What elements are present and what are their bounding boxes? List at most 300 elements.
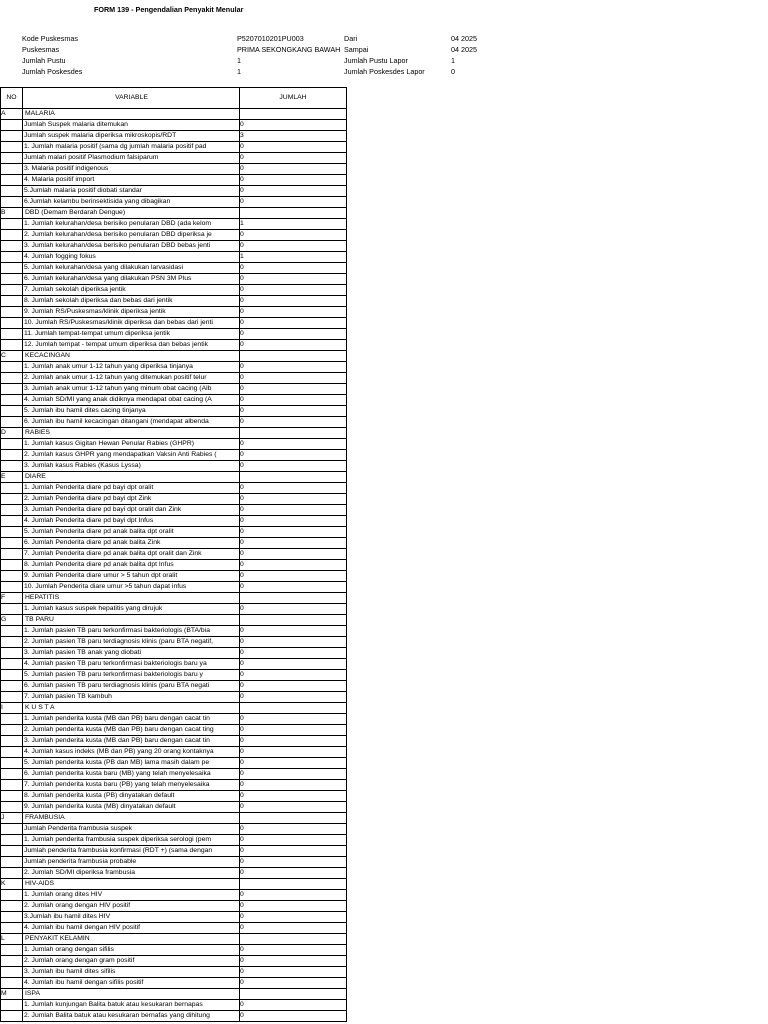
section-code: L bbox=[1, 934, 23, 945]
section-value-cell bbox=[240, 879, 347, 890]
table-row bbox=[1, 164, 347, 175]
row-variable: 4. Jumlah SD/MI yang anak didiknya mendapat obat cacing (A bbox=[23, 395, 240, 406]
row-jumlah: 0 bbox=[240, 637, 347, 648]
table-header-row bbox=[1, 88, 347, 109]
row-variable: 2. Jumlah orang dengan HIV positif bbox=[23, 901, 240, 912]
row-jumlah: 0 bbox=[240, 802, 347, 813]
table-row bbox=[1, 373, 347, 384]
section-title: FRAMBUSIA bbox=[23, 813, 240, 824]
table-row bbox=[1, 219, 347, 230]
table-row bbox=[1, 890, 347, 901]
jumlah-poskesdes-lapor-value: 0 bbox=[451, 67, 455, 76]
kode-puskesmas-value: P5207010201PU003 bbox=[237, 34, 304, 43]
table-row bbox=[1, 923, 347, 934]
table-row bbox=[1, 494, 347, 505]
section-code: B bbox=[1, 208, 23, 219]
row-no-cell bbox=[1, 626, 23, 637]
row-no-cell bbox=[1, 230, 23, 241]
section-row bbox=[1, 703, 347, 714]
row-no-cell bbox=[1, 868, 23, 879]
table-row bbox=[1, 362, 347, 373]
row-no-cell bbox=[1, 285, 23, 296]
row-jumlah: 0 bbox=[240, 780, 347, 791]
puskesmas-value: PRIMA SEKONGKANG BAWAH bbox=[237, 45, 341, 54]
row-no-cell bbox=[1, 637, 23, 648]
row-jumlah: 3 bbox=[240, 131, 347, 142]
table-row bbox=[1, 967, 347, 978]
table-row bbox=[1, 505, 347, 516]
row-variable: 4. Jumlah ibu hamil dengan HIV positif bbox=[23, 923, 240, 934]
section-title: ISPA bbox=[23, 989, 240, 1000]
row-no-cell bbox=[1, 967, 23, 978]
section-row bbox=[1, 934, 347, 945]
row-variable: 2. Jumlah kasus GHPR yang mendapatkan Vaksin Anti Rabies ( bbox=[23, 450, 240, 461]
row-no-cell bbox=[1, 505, 23, 516]
row-jumlah: 0 bbox=[240, 538, 347, 549]
section-code: F bbox=[1, 593, 23, 604]
table-row bbox=[1, 131, 347, 142]
row-no-cell bbox=[1, 802, 23, 813]
row-jumlah: 0 bbox=[240, 978, 347, 989]
row-no-cell bbox=[1, 197, 23, 208]
table-row bbox=[1, 659, 347, 670]
table-row bbox=[1, 263, 347, 274]
row-variable: 3. Jumlah ibu hamil dites sifilis bbox=[23, 967, 240, 978]
section-code: E bbox=[1, 472, 23, 483]
row-no-cell bbox=[1, 494, 23, 505]
row-variable: 2. Jumlah kelurahan/desa berisiko penularan DBD diperiksa je bbox=[23, 230, 240, 241]
section-value-cell bbox=[240, 703, 347, 714]
table-row bbox=[1, 1000, 347, 1011]
table-row bbox=[1, 769, 347, 780]
row-no-cell bbox=[1, 747, 23, 758]
row-jumlah: 0 bbox=[240, 571, 347, 582]
row-variable: 2. Jumlah SD/MI diperiksa frambusia bbox=[23, 868, 240, 879]
row-variable: 4. Malaria positif import bbox=[23, 175, 240, 186]
row-no-cell bbox=[1, 274, 23, 285]
section-value-cell bbox=[240, 472, 347, 483]
jumlah-poskesdes-value: 1 bbox=[237, 67, 241, 76]
row-jumlah: 0 bbox=[240, 505, 347, 516]
row-no-cell bbox=[1, 516, 23, 527]
section-value-cell bbox=[240, 934, 347, 945]
row-no-cell bbox=[1, 736, 23, 747]
section-value-cell bbox=[240, 593, 347, 604]
row-jumlah: 0 bbox=[240, 857, 347, 868]
row-variable: 4. Jumlah Penderita diare pd bayi dpt Infus bbox=[23, 516, 240, 527]
section-title: TB PARU bbox=[23, 615, 240, 626]
row-variable: 5. Jumlah pasien TB paru terkonfirmasi bakteriologis baru y bbox=[23, 670, 240, 681]
row-jumlah: 0 bbox=[240, 516, 347, 527]
row-no-cell bbox=[1, 1011, 23, 1022]
row-variable: 1. Jumlah malaria positif (sama dg jumlah malaria positif pad bbox=[23, 142, 240, 153]
row-variable: 7. Jumlah pasien TB kambuh bbox=[23, 692, 240, 703]
row-no-cell bbox=[1, 252, 23, 263]
row-no-cell bbox=[1, 912, 23, 923]
table-row bbox=[1, 439, 347, 450]
jumlah-poskesdes-lapor-label: Jumlah Poskesdes Lapor bbox=[344, 67, 425, 76]
row-no-cell bbox=[1, 131, 23, 142]
row-no-cell bbox=[1, 857, 23, 868]
row-variable: 3. Malaria positif indigenous bbox=[23, 164, 240, 175]
row-no-cell bbox=[1, 901, 23, 912]
row-no-cell bbox=[1, 670, 23, 681]
indicator-table-body bbox=[1, 88, 347, 1022]
row-no-cell bbox=[1, 219, 23, 230]
row-no-cell bbox=[1, 945, 23, 956]
row-jumlah: 0 bbox=[240, 142, 347, 153]
row-variable: Jumlah penderita frambusia konfirmasi (RDT +) (sama dengan bbox=[23, 846, 240, 857]
table-row bbox=[1, 483, 347, 494]
row-jumlah: 0 bbox=[240, 626, 347, 637]
row-variable: 6. Jumlah kelurahan/desa yang dilakukan PSN 3M Plus bbox=[23, 274, 240, 285]
row-variable: 9. Jumlah Penderita diare umur > 5 tahun dpt oralit bbox=[23, 571, 240, 582]
row-variable: 3. Jumlah Penderita diare pd bayi dpt oralit dan Zink bbox=[23, 505, 240, 516]
row-jumlah: 0 bbox=[240, 747, 347, 758]
row-no-cell bbox=[1, 560, 23, 571]
table-row bbox=[1, 153, 347, 164]
section-title: DBD (Demam Berdarah Dengue) bbox=[23, 208, 240, 219]
row-jumlah: 0 bbox=[240, 549, 347, 560]
section-code: G bbox=[1, 615, 23, 626]
table-row bbox=[1, 604, 347, 615]
row-jumlah: 1 bbox=[240, 252, 347, 263]
row-jumlah: 0 bbox=[240, 263, 347, 274]
table-row bbox=[1, 1011, 347, 1022]
row-jumlah: 0 bbox=[240, 329, 347, 340]
row-variable: 1. Jumlah penderita kusta (MB dan PB) baru dengan cacat tin bbox=[23, 714, 240, 725]
jumlah-pustu-label: Jumlah Pustu bbox=[22, 56, 66, 65]
row-jumlah: 0 bbox=[240, 417, 347, 428]
row-variable: 3. Jumlah kasus Rabies (Kasus Lyssa) bbox=[23, 461, 240, 472]
table-row bbox=[1, 549, 347, 560]
section-row bbox=[1, 208, 347, 219]
row-jumlah: 0 bbox=[240, 901, 347, 912]
row-no-cell bbox=[1, 263, 23, 274]
table-row bbox=[1, 868, 347, 879]
row-jumlah: 0 bbox=[240, 582, 347, 593]
row-jumlah: 0 bbox=[240, 494, 347, 505]
row-jumlah: 0 bbox=[240, 164, 347, 175]
row-jumlah: 0 bbox=[240, 835, 347, 846]
table-row bbox=[1, 670, 347, 681]
row-no-cell bbox=[1, 1000, 23, 1011]
section-row bbox=[1, 472, 347, 483]
table-row bbox=[1, 230, 347, 241]
table-row bbox=[1, 901, 347, 912]
table-row bbox=[1, 406, 347, 417]
table-row bbox=[1, 582, 347, 593]
table-row bbox=[1, 747, 347, 758]
row-no-cell bbox=[1, 406, 23, 417]
table-row bbox=[1, 956, 347, 967]
row-no-cell bbox=[1, 582, 23, 593]
table-row bbox=[1, 142, 347, 153]
row-variable: 4. Jumlah fogging fokus bbox=[23, 252, 240, 263]
dari-value: 04 2025 bbox=[451, 34, 477, 43]
section-value-cell bbox=[240, 428, 347, 439]
row-jumlah: 0 bbox=[240, 406, 347, 417]
table-row bbox=[1, 758, 347, 769]
table-row bbox=[1, 714, 347, 725]
row-variable: 12. Jumlah tempat - tempat umum diperiksa dan bebas jentik bbox=[23, 340, 240, 351]
row-jumlah: 0 bbox=[240, 175, 347, 186]
row-no-cell bbox=[1, 923, 23, 934]
row-variable: Jumlah penderita frambusia probable bbox=[23, 857, 240, 868]
section-row bbox=[1, 109, 347, 120]
table-row bbox=[1, 857, 347, 868]
table-row bbox=[1, 186, 347, 197]
section-row bbox=[1, 813, 347, 824]
row-jumlah: 0 bbox=[240, 736, 347, 747]
table-row bbox=[1, 197, 347, 208]
table-row bbox=[1, 450, 347, 461]
row-jumlah: 0 bbox=[240, 296, 347, 307]
table-row bbox=[1, 417, 347, 428]
section-row bbox=[1, 351, 347, 362]
row-jumlah: 0 bbox=[240, 791, 347, 802]
row-variable: 3. Jumlah kelurahan/desa berisiko penularan DBD bebas jenti bbox=[23, 241, 240, 252]
table-row bbox=[1, 802, 347, 813]
row-jumlah: 0 bbox=[240, 241, 347, 252]
table-row bbox=[1, 725, 347, 736]
row-variable: 2. Jumlah orang dengan gram positif bbox=[23, 956, 240, 967]
row-no-cell bbox=[1, 549, 23, 560]
sampai-label: Sampai bbox=[344, 45, 369, 54]
table-row bbox=[1, 395, 347, 406]
row-no-cell bbox=[1, 890, 23, 901]
row-variable: 1. Jumlah anak umur 1-12 tahun yang diperiksa tinjanya bbox=[23, 362, 240, 373]
row-no-cell bbox=[1, 956, 23, 967]
row-variable: 6. Jumlah Penderita diare pd anak balita Zink bbox=[23, 538, 240, 549]
table-row bbox=[1, 912, 347, 923]
row-no-cell bbox=[1, 483, 23, 494]
table-row bbox=[1, 340, 347, 351]
row-jumlah: 0 bbox=[240, 450, 347, 461]
table-row bbox=[1, 252, 347, 263]
row-variable: Jumlah suspek malaria diperiksa mikroskopis/RDT bbox=[23, 131, 240, 142]
section-title: MALARIA bbox=[23, 109, 240, 120]
row-no-cell bbox=[1, 439, 23, 450]
row-no-cell bbox=[1, 175, 23, 186]
row-jumlah: 0 bbox=[240, 670, 347, 681]
table-row bbox=[1, 945, 347, 956]
row-variable: 11. Jumlah tempat-tempat umum diperiksa jentik bbox=[23, 329, 240, 340]
row-no-cell bbox=[1, 769, 23, 780]
row-variable: 1. Jumlah kasus Gigitan Hewan Penular Rabies (GHPR) bbox=[23, 439, 240, 450]
row-variable: 7. Jumlah penderita kusta baru (PB) yang telah menyelesaika bbox=[23, 780, 240, 791]
row-jumlah: 0 bbox=[240, 967, 347, 978]
jumlah-pustu-lapor-label: Jumlah Pustu Lapor bbox=[344, 56, 408, 65]
row-jumlah: 0 bbox=[240, 868, 347, 879]
section-code: J bbox=[1, 813, 23, 824]
row-no-cell bbox=[1, 373, 23, 384]
row-jumlah: 0 bbox=[240, 362, 347, 373]
row-variable: 3. Jumlah pasien TB anak yang diobati bbox=[23, 648, 240, 659]
row-no-cell bbox=[1, 142, 23, 153]
row-variable: 7. Jumlah Penderita diare pd anak balita dpt oralit dan Zink bbox=[23, 549, 240, 560]
row-no-cell bbox=[1, 604, 23, 615]
row-no-cell bbox=[1, 527, 23, 538]
row-variable: 2. Jumlah anak umur 1-12 tahun yang ditemukan positif telur bbox=[23, 373, 240, 384]
row-variable: 6.Jumlah kelambu berinsektisida yang dibagikan bbox=[23, 197, 240, 208]
section-code: C bbox=[1, 351, 23, 362]
row-no-cell bbox=[1, 461, 23, 472]
row-no-cell bbox=[1, 186, 23, 197]
table-row bbox=[1, 461, 347, 472]
table-row bbox=[1, 846, 347, 857]
jumlah-poskesdes-label: Jumlah Poskesdes bbox=[22, 67, 83, 76]
row-variable: 6. Jumlah penderita kusta baru (MB) yang telah menyelesaika bbox=[23, 769, 240, 780]
row-variable: 8. Jumlah sekolah diperiksa dan bebas dari jentik bbox=[23, 296, 240, 307]
section-value-cell bbox=[240, 813, 347, 824]
section-code: I bbox=[1, 703, 23, 714]
row-jumlah: 0 bbox=[240, 1011, 347, 1022]
row-no-cell bbox=[1, 329, 23, 340]
header-no: NO bbox=[1, 88, 23, 109]
row-variable: 2. Jumlah pasien TB paru terdiagnosis klinis (paru BTA negatif, bbox=[23, 637, 240, 648]
row-variable: 9. Jumlah penderita kusta (MB) dinyatakan default bbox=[23, 802, 240, 813]
section-title: HIV-AIDS bbox=[23, 879, 240, 890]
row-jumlah: 0 bbox=[240, 681, 347, 692]
row-variable: 2. Jumlah Balita batuk atau kesukaran bernafas yang dihitung bbox=[23, 1011, 240, 1022]
row-jumlah: 0 bbox=[240, 340, 347, 351]
row-variable: 5. Jumlah Penderita diare pd anak balita dpt oralit bbox=[23, 527, 240, 538]
row-jumlah: 0 bbox=[240, 648, 347, 659]
row-jumlah: 0 bbox=[240, 285, 347, 296]
table-row bbox=[1, 175, 347, 186]
row-no-cell bbox=[1, 340, 23, 351]
table-row bbox=[1, 516, 347, 527]
row-jumlah: 0 bbox=[240, 1000, 347, 1011]
row-variable: 6. Jumlah pasien TB paru terdiagnosis klinis (paru BTA negati bbox=[23, 681, 240, 692]
section-title: HEPATITIS bbox=[23, 593, 240, 604]
row-jumlah: 0 bbox=[240, 439, 347, 450]
row-jumlah: 0 bbox=[240, 945, 347, 956]
row-variable: 2. Jumlah penderita kusta (MB dan PB) baru dengan cacat ting bbox=[23, 725, 240, 736]
table-row bbox=[1, 626, 347, 637]
section-title: RABIES bbox=[23, 428, 240, 439]
section-title: DIARE bbox=[23, 472, 240, 483]
row-jumlah: 0 bbox=[240, 560, 347, 571]
row-no-cell bbox=[1, 164, 23, 175]
section-value-cell bbox=[240, 351, 347, 362]
dari-label: Dari bbox=[344, 34, 358, 43]
section-code: D bbox=[1, 428, 23, 439]
row-no-cell bbox=[1, 659, 23, 670]
row-jumlah: 0 bbox=[240, 824, 347, 835]
row-variable: 10. Jumlah RS/Puskesmas/klinik diperiksa dan bebas dari jenti bbox=[23, 318, 240, 329]
row-variable: 10. Jumlah Penderita diare umur >5 tahun dapat infus bbox=[23, 582, 240, 593]
row-variable: 5. Jumlah kelurahan/desa yang dilakukan larvasidasi bbox=[23, 263, 240, 274]
section-row bbox=[1, 879, 347, 890]
row-jumlah: 0 bbox=[240, 153, 347, 164]
table-row bbox=[1, 681, 347, 692]
table-row bbox=[1, 318, 347, 329]
section-row bbox=[1, 428, 347, 439]
row-jumlah: 0 bbox=[240, 769, 347, 780]
row-jumlah: 0 bbox=[240, 120, 347, 131]
table-row bbox=[1, 538, 347, 549]
row-jumlah: 0 bbox=[240, 846, 347, 857]
row-no-cell bbox=[1, 241, 23, 252]
row-jumlah: 0 bbox=[240, 714, 347, 725]
row-jumlah: 0 bbox=[240, 890, 347, 901]
row-no-cell bbox=[1, 714, 23, 725]
row-variable: 5.Jumlah malaria positif diobati standar bbox=[23, 186, 240, 197]
row-jumlah: 0 bbox=[240, 604, 347, 615]
row-no-cell bbox=[1, 758, 23, 769]
row-jumlah: 0 bbox=[240, 912, 347, 923]
row-variable: 8. Jumlah penderita kusta (PB) dinyatakan default bbox=[23, 791, 240, 802]
section-row bbox=[1, 615, 347, 626]
row-variable: 4. Jumlah ibu hamil dengan sifilis positif bbox=[23, 978, 240, 989]
section-value-cell bbox=[240, 208, 347, 219]
row-jumlah: 0 bbox=[240, 395, 347, 406]
indicator-table bbox=[0, 87, 347, 1022]
row-no-cell bbox=[1, 362, 23, 373]
row-no-cell bbox=[1, 384, 23, 395]
section-value-cell bbox=[240, 109, 347, 120]
table-row bbox=[1, 384, 347, 395]
row-variable: 1. Jumlah orang dites HIV bbox=[23, 890, 240, 901]
table-row bbox=[1, 329, 347, 340]
row-no-cell bbox=[1, 978, 23, 989]
row-jumlah: 0 bbox=[240, 197, 347, 208]
row-jumlah: 0 bbox=[240, 461, 347, 472]
row-no-cell bbox=[1, 725, 23, 736]
row-no-cell bbox=[1, 835, 23, 846]
section-title: PENYAKIT KELAMIN bbox=[23, 934, 240, 945]
row-variable: 3.Jumlah ibu hamil dites HIV bbox=[23, 912, 240, 923]
row-no-cell bbox=[1, 846, 23, 857]
sampai-value: 04 2025 bbox=[451, 45, 477, 54]
row-no-cell bbox=[1, 538, 23, 549]
row-no-cell bbox=[1, 648, 23, 659]
row-jumlah: 0 bbox=[240, 230, 347, 241]
row-variable: Jumlah Suspek malaria ditemukan bbox=[23, 120, 240, 131]
puskesmas-label: Puskesmas bbox=[22, 45, 60, 54]
row-no-cell bbox=[1, 153, 23, 164]
row-variable: 1. Jumlah Penderita diare pd bayi dpt oralit bbox=[23, 483, 240, 494]
row-variable: 1. Jumlah pasien TB paru terkonfirmasi bakteriologis (BTA/bia bbox=[23, 626, 240, 637]
table-row bbox=[1, 648, 347, 659]
table-row bbox=[1, 307, 347, 318]
row-variable: Jumlah Penderita frambusia suspek bbox=[23, 824, 240, 835]
row-variable: 8. Jumlah Penderita diare pd anak balita dpt Infus bbox=[23, 560, 240, 571]
table-row bbox=[1, 637, 347, 648]
form-title: FORM 139 - Pengendalian Penyakit Menular bbox=[94, 5, 244, 14]
section-title: KECACINGAN bbox=[23, 351, 240, 362]
row-jumlah: 0 bbox=[240, 274, 347, 285]
row-no-cell bbox=[1, 318, 23, 329]
row-jumlah: 0 bbox=[240, 483, 347, 494]
row-variable: 9. Jumlah RS/Puskesmas/klinik diperiksa jentik bbox=[23, 307, 240, 318]
row-variable: 3. Jumlah penderita kusta (MB dan PB) baru dengan cacat tin bbox=[23, 736, 240, 747]
row-jumlah: 0 bbox=[240, 692, 347, 703]
table-row bbox=[1, 835, 347, 846]
row-jumlah: 0 bbox=[240, 923, 347, 934]
section-value-cell bbox=[240, 615, 347, 626]
row-variable: 3. Jumlah anak umur 1-12 tahun yang minum obat cacing (Alb bbox=[23, 384, 240, 395]
table-row bbox=[1, 296, 347, 307]
row-variable: 5. Jumlah penderita kusta (PB dan MB) lama masih dalam pe bbox=[23, 758, 240, 769]
row-jumlah: 0 bbox=[240, 527, 347, 538]
row-no-cell bbox=[1, 681, 23, 692]
row-no-cell bbox=[1, 450, 23, 461]
row-no-cell bbox=[1, 120, 23, 131]
header-variable: VARIABLE bbox=[23, 88, 240, 109]
